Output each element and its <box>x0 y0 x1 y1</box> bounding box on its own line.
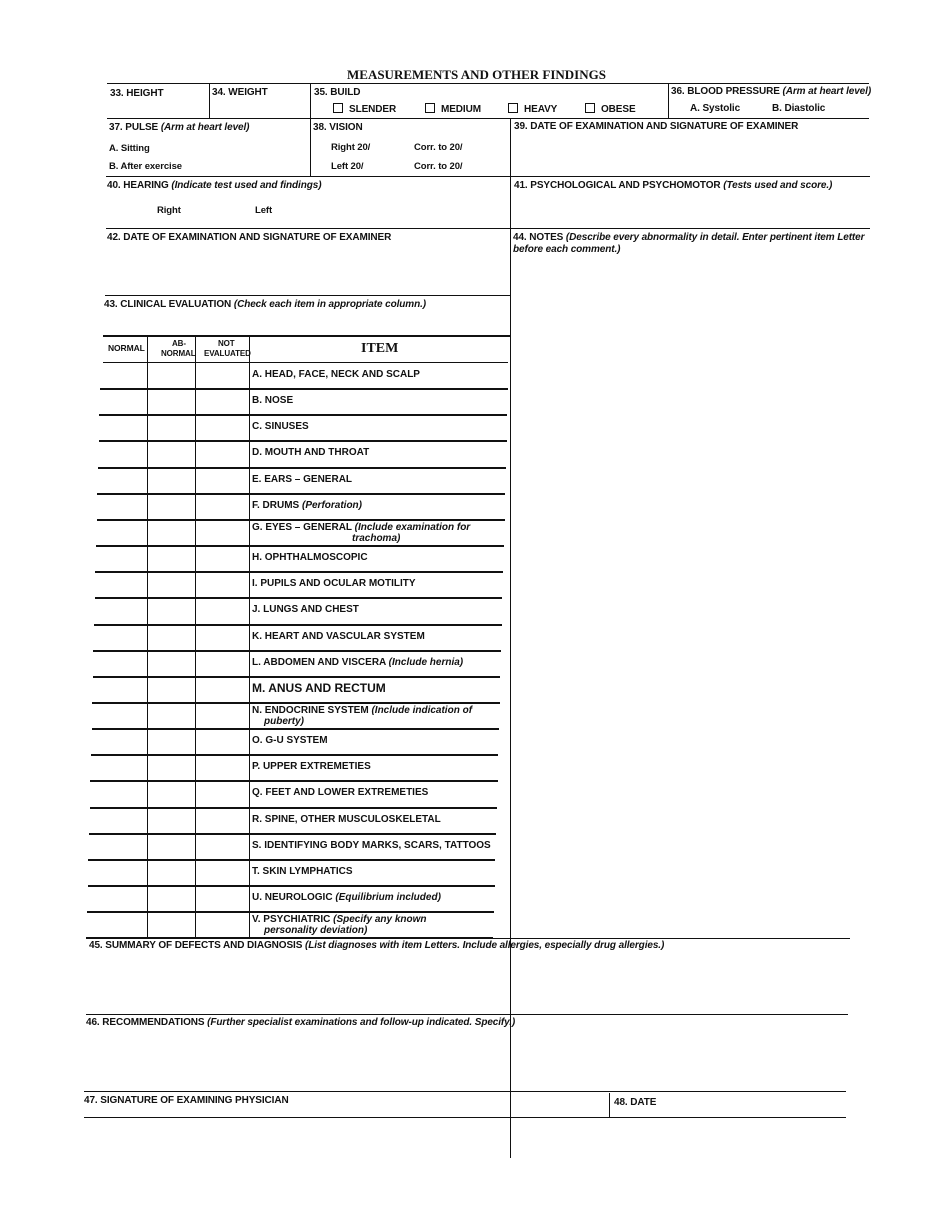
cell-not-evaluated[interactable] <box>195 362 249 388</box>
cell-abnormal[interactable] <box>147 571 196 597</box>
item-label: U. NEUROLOGIC <box>252 892 336 903</box>
cell-not-evaluated[interactable] <box>195 728 249 754</box>
item-label: T. SKIN LYMPHATICS <box>252 865 353 877</box>
divider-height-weight <box>209 83 210 118</box>
cell-abnormal[interactable] <box>147 676 196 702</box>
item-label: O. G-U SYSTEM <box>252 735 328 747</box>
bp-systolic-label: A. Systolic <box>690 103 741 114</box>
build-option-obese[interactable]: OBESE <box>585 103 636 115</box>
item-label: A. HEAD, FACE, NECK AND SCALP <box>252 369 420 380</box>
height-label: 33. HEIGHT <box>110 88 164 99</box>
table-row-item <box>252 914 427 936</box>
cell-normal[interactable] <box>96 859 147 885</box>
item-label: J. LUNGS AND CHEST <box>252 604 359 616</box>
rule-before-recommendations <box>86 1014 848 1015</box>
cell-abnormal[interactable] <box>147 597 196 623</box>
cell-abnormal[interactable] <box>147 702 196 728</box>
cell-not-evaluated[interactable] <box>195 807 249 833</box>
item-label: V. PSYCHIATRIC <box>252 914 334 926</box>
notes44-note-2: before each comment.) <box>513 244 621 255</box>
cell-normal[interactable] <box>96 597 147 623</box>
cell-not-evaluated[interactable] <box>195 519 249 545</box>
build-label: 35. BUILD <box>314 87 361 98</box>
blood-pressure-label: 36. BLOOD PRESSURE (Arm at heart level) <box>671 86 872 97</box>
cell-abnormal[interactable] <box>147 780 196 806</box>
cell-normal[interactable] <box>96 493 147 519</box>
cell-abnormal[interactable] <box>147 859 196 885</box>
cell-not-evaluated[interactable] <box>195 414 249 440</box>
cell-normal[interactable] <box>96 702 147 728</box>
cell-normal[interactable] <box>96 571 147 597</box>
cell-abnormal[interactable] <box>147 467 196 493</box>
item-label: H. OPHTHALMOSCOPIC <box>252 552 368 564</box>
cell-abnormal[interactable] <box>147 545 196 571</box>
cell-not-evaluated[interactable] <box>195 702 249 728</box>
pulse-sitting-label: A. Sitting <box>109 143 150 154</box>
rule-before-signature <box>84 1091 846 1092</box>
cell-abnormal[interactable] <box>147 911 196 937</box>
col-normal-header: NORMAL <box>108 343 145 353</box>
cell-abnormal[interactable] <box>147 754 196 780</box>
item-label: C. SINUSES <box>252 421 309 433</box>
vision-left-label: Left 20/ <box>331 161 364 172</box>
hearing-label: 40. HEARING (Indicate test used and findings) <box>107 180 322 191</box>
cell-not-evaluated[interactable] <box>195 885 249 911</box>
cell-normal[interactable] <box>96 650 147 676</box>
cell-not-evaluated[interactable] <box>195 676 249 702</box>
cell-abnormal[interactable] <box>147 493 196 519</box>
table-row-item <box>252 657 463 668</box>
cell-normal[interactable] <box>96 833 147 859</box>
sig47-label: 47. SIGNATURE OF EXAMINING PHYSICIAN <box>84 1095 289 1106</box>
vision-corr-right-label: Corr. to 20/ <box>414 142 463 153</box>
table-row-item <box>252 735 328 746</box>
item-note: (Perforation) <box>302 499 362 511</box>
cell-not-evaluated[interactable] <box>195 650 249 676</box>
item-label: S. IDENTIFYING BODY MARKS, SCARS, TATTOOS <box>252 839 491 851</box>
cell-normal[interactable] <box>96 414 147 440</box>
item-note-continued: puberty) <box>264 715 304 727</box>
divider-left-right <box>510 118 511 1158</box>
item-label: K. HEART AND VASCULAR SYSTEM <box>252 630 425 642</box>
item-note: (Equilibrium included) <box>335 892 441 903</box>
cell-abnormal[interactable] <box>147 650 196 676</box>
rule-before-clinical <box>105 295 510 296</box>
psych41-note: (Tests used and score.) <box>723 180 833 191</box>
item-note: (Include hernia) <box>388 656 464 668</box>
table-top-rule <box>103 335 510 337</box>
hearing-left-label: Left <box>255 205 273 216</box>
checkbox-icon <box>425 103 435 113</box>
cell-not-evaluated[interactable] <box>195 493 249 519</box>
recs46-note: (Further specialist examinations and follow-up indicated. Specify.) <box>207 1017 516 1028</box>
rule-after-row3 <box>106 228 870 229</box>
item-note: (Specify any known <box>333 914 427 926</box>
item-label: D. MOUTH AND THROAT <box>252 447 370 459</box>
cell-normal[interactable] <box>96 911 147 937</box>
vision-corr-left-label: Corr. to 20/ <box>414 161 463 172</box>
item-note: (Include examination for <box>354 521 471 533</box>
build-option-medium[interactable]: MEDIUM <box>425 103 481 115</box>
table-row-item <box>252 395 293 406</box>
pulse-label: 37. PULSE (Arm at heart level) <box>109 122 250 133</box>
table-row-item <box>252 552 368 563</box>
item-label: R. SPINE, OTHER MUSCULOSKELETAL <box>252 813 441 825</box>
table-row-item <box>252 705 472 727</box>
divider-weight-build <box>310 83 311 176</box>
item-label: G. EYES – GENERAL <box>252 521 355 533</box>
table-row-item <box>252 787 428 798</box>
col-not-header-1: NOT <box>218 339 235 348</box>
item-note-continued: trachoma) <box>352 532 401 544</box>
recs46-label: 46. RECOMMENDATIONS (Further specialist examinations and follow-up indicated. Specify.) <box>86 1017 516 1028</box>
build-option-slender[interactable]: SLENDER <box>333 103 396 115</box>
table-row-item <box>252 474 352 485</box>
col-abnormal-header-2: NORMAL <box>161 349 196 358</box>
table-row-item <box>252 421 309 432</box>
cell-normal[interactable] <box>96 388 147 414</box>
table-row-item <box>252 578 416 589</box>
cell-normal[interactable] <box>96 728 147 754</box>
psych41-label: 41. PSYCHOLOGICAL AND PSYCHOMOTOR (Tests used and score.) <box>514 180 833 191</box>
item-note: (Include indication of <box>371 704 473 716</box>
vision-right-label: Right 20/ <box>331 142 371 153</box>
table-row-item <box>252 680 386 695</box>
exam42-label: 42. DATE OF EXAMINATION AND SIGNATURE OF EXAMINER <box>107 232 392 243</box>
table-column-line <box>249 335 250 937</box>
hearing-note: (Indicate test used and findings) <box>171 180 322 191</box>
cell-not-evaluated[interactable] <box>195 780 249 806</box>
cell-not-evaluated[interactable] <box>195 388 249 414</box>
cell-normal[interactable] <box>96 362 147 388</box>
exam39-label: 39. DATE OF EXAMINATION AND SIGNATURE OF EXAMINER <box>514 121 799 132</box>
build-option-heavy[interactable]: HEAVY <box>508 103 557 115</box>
cell-abnormal[interactable] <box>147 624 196 650</box>
cell-abnormal[interactable] <box>147 885 196 911</box>
table-row-item <box>252 814 441 825</box>
cell-abnormal[interactable] <box>147 519 196 545</box>
blood-pressure-note: (Arm at heart level) <box>782 86 872 97</box>
notes44-label: 44. NOTES (Describe every abnormality in detail. Enter pertinent item Letter before each comment.) <box>513 232 865 255</box>
item-label: M. ANUS AND RECTUM <box>252 680 386 695</box>
weight-label: 34. WEIGHT <box>212 87 268 98</box>
cell-abnormal[interactable] <box>147 414 196 440</box>
cell-normal[interactable] <box>96 545 147 571</box>
bottom-rule <box>84 1117 846 1118</box>
cell-normal[interactable] <box>96 754 147 780</box>
table-row-item <box>252 840 491 851</box>
item-label: Q. FEET AND LOWER EXTREMETIES <box>252 787 429 799</box>
col-item-header: ITEM <box>361 341 399 356</box>
item-label: F. DRUMS <box>252 499 302 511</box>
cell-not-evaluated[interactable] <box>195 545 249 571</box>
item-label: E. EARS – GENERAL <box>252 473 353 485</box>
table-row-item <box>252 761 371 772</box>
col-abnormal-header-1: AB- <box>172 339 186 348</box>
cell-normal[interactable] <box>96 780 147 806</box>
item-label: I. PUPILS AND OCULAR MOTILITY <box>252 578 416 590</box>
date48-label: 48. DATE <box>614 1097 657 1108</box>
cell-normal[interactable] <box>96 676 147 702</box>
item-label: L. ABDOMEN AND VISCERA <box>252 656 389 668</box>
item-label: N. ENDOCRINE SYSTEM <box>252 704 372 716</box>
checkbox-icon <box>585 103 595 113</box>
table-row-item <box>252 866 353 877</box>
divider-signature-date <box>609 1093 610 1117</box>
rule-after-row1 <box>107 118 869 119</box>
clinical43-note: (Check each item in appropriate column.) <box>233 299 426 310</box>
col-not-header-2: EVALUATED <box>204 349 251 358</box>
table-row-item <box>252 500 362 511</box>
rule-before-summary <box>88 938 850 939</box>
cell-abnormal[interactable] <box>147 833 196 859</box>
cell-abnormal[interactable] <box>147 388 196 414</box>
table-row-item <box>252 892 441 903</box>
cell-not-evaluated[interactable] <box>195 467 249 493</box>
summary45-note: (List diagnoses with item Letters. Include allergies, especially drug allergies.) <box>304 940 665 951</box>
cell-not-evaluated[interactable] <box>195 859 249 885</box>
hearing-right-label: Right <box>157 205 181 216</box>
item-label: P. UPPER EXTREMETIES <box>252 761 371 773</box>
top-rule <box>107 83 869 84</box>
cell-not-evaluated[interactable] <box>195 597 249 623</box>
table-row-item <box>252 447 369 458</box>
pulse-after-exercise-label: B. After exercise <box>109 161 182 172</box>
table-row-item <box>252 369 420 380</box>
cell-not-evaluated[interactable] <box>195 911 249 937</box>
notes44-note: (Describe every abnormality in detail. Enter pertinent item Letter <box>565 232 865 243</box>
divider-build-bp <box>668 83 669 118</box>
checkbox-icon <box>508 103 518 113</box>
cell-not-evaluated[interactable] <box>195 754 249 780</box>
cell-normal[interactable] <box>96 440 147 466</box>
cell-abnormal[interactable] <box>147 362 196 388</box>
item-note-continued: personality deviation) <box>264 925 368 937</box>
cell-abnormal[interactable] <box>147 807 196 833</box>
summary45-label: 45. SUMMARY OF DEFECTS AND DIAGNOSIS (List diagnoses with item Letters. Include allergies, especially drug allergies.) <box>89 940 665 951</box>
bp-diastolic-label: B. Diastolic <box>772 103 826 114</box>
cell-not-evaluated[interactable] <box>195 571 249 597</box>
table-row-item <box>252 631 425 642</box>
clinical43-label: 43. CLINICAL EVALUATION (Check each item in appropriate column.) <box>104 299 426 310</box>
cell-abnormal[interactable] <box>147 440 196 466</box>
cell-normal[interactable] <box>96 519 147 545</box>
page-title: MEASUREMENTS AND OTHER FINDINGS <box>347 67 606 82</box>
vision-label: 38. VISION <box>313 122 363 133</box>
item-label: B. NOSE <box>252 395 294 407</box>
cell-not-evaluated[interactable] <box>195 833 249 859</box>
rule-after-row2 <box>106 176 870 177</box>
table-row-item <box>252 522 470 544</box>
checkbox-icon <box>333 103 343 113</box>
cell-normal[interactable] <box>96 467 147 493</box>
table-row-item <box>252 604 359 615</box>
cell-normal[interactable] <box>96 807 147 833</box>
cell-abnormal[interactable] <box>147 728 196 754</box>
cell-normal[interactable] <box>96 885 147 911</box>
cell-not-evaluated[interactable] <box>195 440 249 466</box>
cell-not-evaluated[interactable] <box>195 624 249 650</box>
pulse-note: (Arm at heart level) <box>160 122 250 133</box>
cell-normal[interactable] <box>96 624 147 650</box>
